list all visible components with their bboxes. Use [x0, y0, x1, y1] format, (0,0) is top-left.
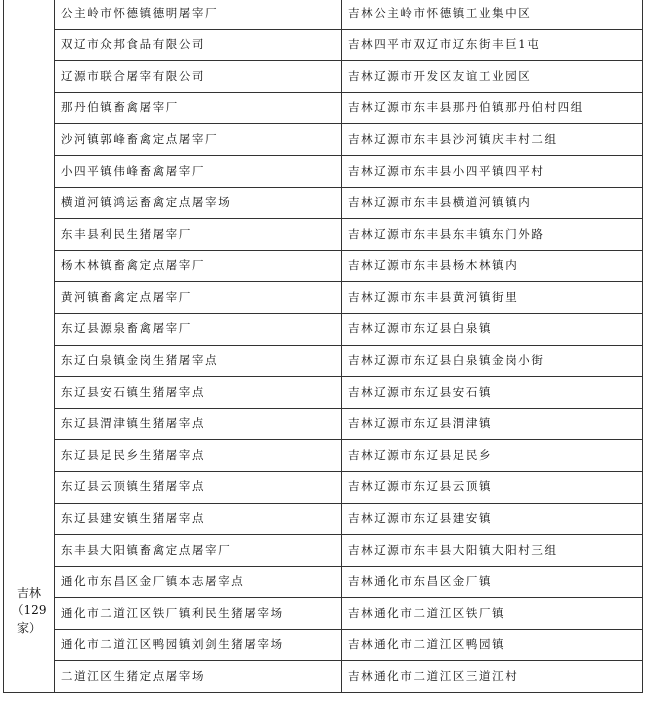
facility-name: 东辽县云顶镇生猪屠宰点	[55, 471, 342, 503]
facility-address: 吉林辽源市东辽县安石镇	[342, 377, 643, 409]
table-row	[4, 377, 643, 409]
facility-name: 东辽县建安镇生猪屠宰点	[55, 503, 342, 535]
table-row	[4, 61, 643, 93]
facility-address: 吉林通化市二道江区铁厂镇	[342, 598, 643, 630]
facility-name: 通化市二道江区鸭园镇刘剑生猪屠宰场	[55, 629, 342, 661]
facility-name: 东辽县渭津镇生猪屠宰点	[55, 408, 342, 440]
table-row	[4, 250, 643, 282]
facility-address: 吉林辽源市东辽县白泉镇	[342, 313, 643, 345]
facility-name: 通化市二道江区铁厂镇利民生猪屠宰场	[55, 598, 342, 630]
table-body	[4, 0, 643, 693]
facility-name: 辽源市联合屠宰有限公司	[55, 61, 342, 93]
facility-address: 吉林辽源市开发区友谊工业园区	[342, 61, 643, 93]
table-row	[4, 535, 643, 567]
facility-address: 吉林辽源市东辽县白泉镇金岗小街	[342, 345, 643, 377]
table-row	[4, 503, 643, 535]
facility-address: 吉林辽源市东辽县足民乡	[342, 440, 643, 472]
table-row	[4, 440, 643, 472]
facility-address: 吉林辽源市东丰县沙河镇庆丰村二组	[342, 124, 643, 156]
facility-name: 双辽市众邦食品有限公司	[55, 29, 342, 61]
facility-name: 沙河镇郭峰畜禽定点屠宰厂	[55, 124, 342, 156]
facility-name: 东辽县足民乡生猪屠宰点	[55, 440, 342, 472]
table-row	[4, 187, 643, 219]
facility-name: 那丹伯镇畜禽屠宰厂	[55, 92, 342, 124]
facility-address: 吉林通化市东昌区金厂镇	[342, 566, 643, 598]
table-row	[4, 29, 643, 61]
facility-name: 小四平镇伟峰畜禽屠宰厂	[55, 155, 342, 187]
facility-address: 吉林通化市二道江区三道江村	[342, 661, 643, 693]
table-row	[4, 598, 643, 630]
facility-address: 吉林辽源市东辽县渭津镇	[342, 408, 643, 440]
table-row	[4, 124, 643, 156]
slaughterhouse-table	[3, 0, 643, 693]
facility-name: 杨木林镇畜禽定点屠宰厂	[55, 250, 342, 282]
facility-name: 二道江区生猪定点屠宰场	[55, 661, 342, 693]
facility-address: 吉林公主岭市怀德镇工业集中区	[342, 0, 643, 29]
facility-name: 东辽白泉镇金岗生猪屠宰点	[55, 345, 342, 377]
province-name: 吉林	[16, 585, 41, 600]
table-row	[4, 629, 643, 661]
table-row	[4, 155, 643, 187]
facility-name: 东丰县利民生猪屠宰厂	[55, 219, 342, 251]
facility-address: 吉林辽源市东丰县杨木林镇内	[342, 250, 643, 282]
facility-address: 吉林辽源市东丰县小四平镇四平村	[342, 155, 643, 187]
table-row	[4, 92, 643, 124]
table-row	[4, 661, 643, 693]
table-row	[4, 408, 643, 440]
table-row	[4, 313, 643, 345]
province-count-line2: 家）	[16, 620, 41, 635]
facility-name: 东辽县安石镇生猪屠宰点	[55, 377, 342, 409]
province-cell	[4, 0, 55, 693]
facility-name: 通化市东昌区金厂镇本志屠宰点	[55, 566, 342, 598]
table-row	[4, 282, 643, 314]
province-count-line1: （129	[11, 603, 47, 618]
facility-address: 吉林辽源市东丰县东丰镇东门外路	[342, 219, 643, 251]
facility-name: 东辽县源泉畜禽屠宰厂	[55, 313, 342, 345]
facility-address: 吉林四平市双辽市辽东街丰巨1屯	[342, 29, 643, 61]
table-row	[4, 566, 643, 598]
facility-address: 吉林辽源市东丰县那丹伯镇那丹伯村四组	[342, 92, 643, 124]
facility-name: 公主岭市怀德镇德明屠宰厂	[55, 0, 342, 29]
facility-address: 吉林辽源市东辽县建安镇	[342, 503, 643, 535]
facility-address: 吉林辽源市东丰县横道河镇镇内	[342, 187, 643, 219]
facility-address: 吉林通化市二道江区鸭园镇	[342, 629, 643, 661]
facility-address: 吉林辽源市东丰县黄河镇街里	[342, 282, 643, 314]
facility-name: 东丰县大阳镇畜禽定点屠宰厂	[55, 535, 342, 567]
facility-name: 黄河镇畜禽定点屠宰厂	[55, 282, 342, 314]
table-row	[4, 219, 643, 251]
facility-address: 吉林辽源市东辽县云顶镇	[342, 471, 643, 503]
table-row	[4, 0, 643, 29]
table-row	[4, 345, 643, 377]
facility-address: 吉林辽源市东丰县大阳镇大阳村三组	[342, 535, 643, 567]
facility-name: 横道河镇鸿运畜禽定点屠宰场	[55, 187, 342, 219]
table-row	[4, 471, 643, 503]
